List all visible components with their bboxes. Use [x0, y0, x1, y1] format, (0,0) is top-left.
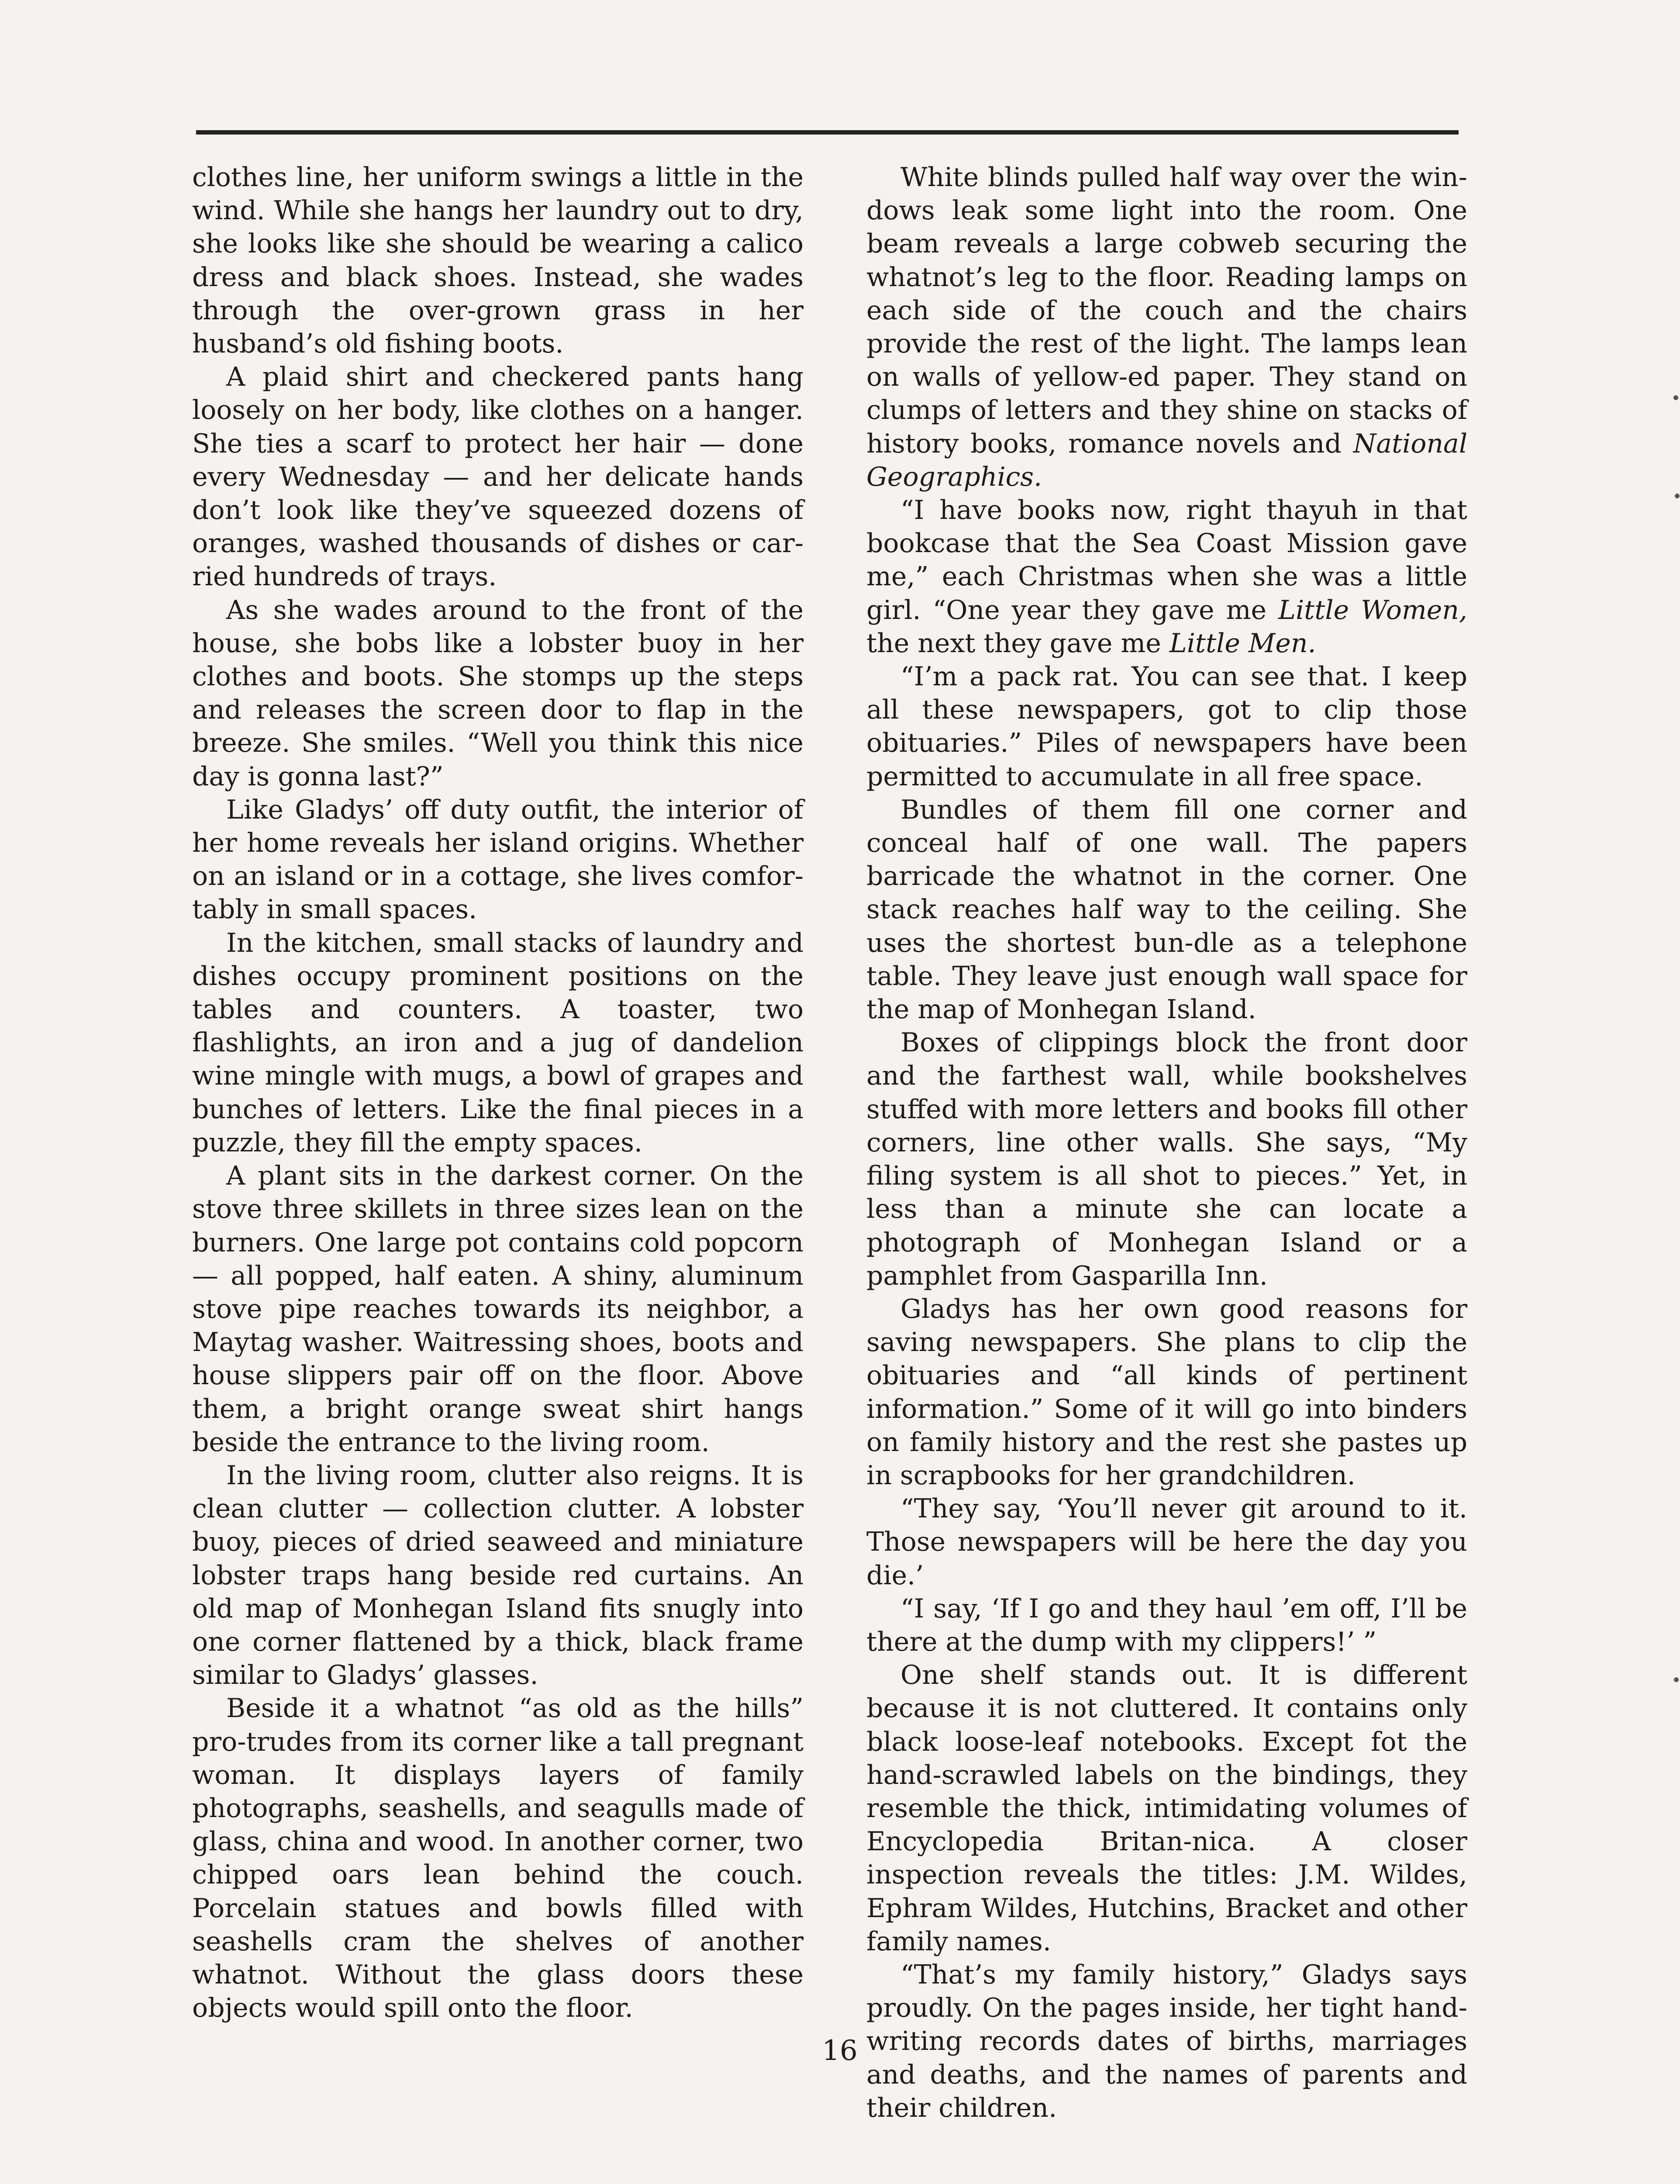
top-rule — [196, 130, 1459, 135]
paragraph: One shelf stands out. It is different because it is not cluttered. It contains only black loose-leaf notebooks. Except fot the hand-scrawled labels on the bindings, they resemble the thick, intimidating volumes of Encyclopedia Britan-nica. A closer inspection reveals the titles: J.M. Wildes, Ephram Wildes, Hutchins, Bracket and other family names. — [866, 1660, 1467, 1957]
paragraph: clothes line, her uniform swings a little in the wind. While she hangs her laundry out to dry, she looks like she should be wearing a calico dress and black shoes. Instead, she wades through the over-grown grass in her husband’s old fishing boots. — [192, 162, 804, 359]
page-number: 16 — [822, 2035, 858, 2067]
paragraph — [866, 161, 1467, 494]
paragraph: A plant sits in the darkest corner. On the stove three skillets in three sizes lean on the burners. One large pot contains cold popcorn — all popped, half eaten. A shiny, aluminum stove pipe reaches towards its neighbor, a Maytag washer. Waitressing shoes, boots and house slippers pair off on the floor. Above them, a bright orange sweat shirt hangs beside the entrance to the living room. — [192, 1161, 804, 1458]
paragraph: In the kitchen, small stacks of laundry and dishes occupy prominent positions on the tables and counters. A toaster, two flashlights, an iron and a jug of dandelion wine mingle with mugs, a bowl of grapes and bunches of letters. Like the final pieces in a puzzle, they fill the empty spaces. — [192, 927, 804, 1158]
left-column — [192, 161, 804, 2025]
italic-title: Little Men. — [1169, 628, 1316, 659]
paragraph: Boxes of clippings block the front door and the farthest wall, while bookshelves stuffed with more letters and books fill other corners, line other walls. She says, “My filing system is all shot to pieces.” Yet, in less than a minute she can locate a photograph of Monhegan Island or a pamphlet from Gasparilla Inn. — [866, 1027, 1467, 1291]
margin-speck — [1673, 395, 1678, 400]
paragraph — [866, 494, 1467, 660]
italic-title: National Geographics. — [866, 428, 1468, 492]
paragraph: Like Gladys’ off duty outfit, the interior of her home reveals her island origins. Whether on an island or in a cottage, she lives comfor-tably in small spaces. — [192, 794, 804, 925]
paragraph: A plaid shirt and checkered pants hang loosely on her body, like clothes on a hanger. She ties a scarf to protect her hair — done every Wednesday — and her delicate hands don’t look like they’ve squeezed dozens of oranges, washed thousands of dishes or car-ried hundreds of trays. — [192, 362, 804, 592]
italic-title: Little Women, — [1278, 594, 1467, 625]
paragraph: “That’s my family history,” Gladys says proudly. On the pages inside, her tight hand-writing records dates of births, marriages and deaths, and the names of parents and their children. — [866, 1959, 1467, 2123]
paragraph: In the living room, clutter also reigns. It is clean clutter — collection clutter. A lobster buoy, pieces of dried seaweed and miniature lobster traps hang beside red curtains. An old map of Monhegan Island fits snugly into one corner flattened by a thick, black frame similar to Gladys’ glasses. — [192, 1460, 804, 1691]
margin-speck — [1674, 1677, 1679, 1682]
paragraph: Beside it a whatnot “as old as the hills” pro-trudes from its corner like a tall pregnant woman. It displays layers of family photographs, seashells, and seagulls made of glass, china and wood. In another corner, two chipped oars lean behind the couch. Porcelain statues and bowls filled with seashells cram the shelves of another whatnot. Without the glass doors these objects would spill onto the floor. — [192, 1693, 804, 2024]
paragraph: Bundles of them fill one corner and conceal half of one wall. The papers barricade the whatnot in the corner. One stack reaches half way to the ceiling. She uses the shortest bun-dle as a telephone table. They leave just enough wall space for the map of Monhegan Island. — [866, 794, 1467, 1025]
margin-speck — [1675, 494, 1680, 498]
paragraph: “I’m a pack rat. You can see that. I keep all these newspapers, got to clip those obituaries.” Piles of newspapers have been permitted to accumulate in all free space. — [866, 661, 1467, 792]
paragraph-text: White blinds pulled half way over the win-dows leak some light into the room. One beam reveals a large cobweb securing the whatnot’s leg to the floor. Reading lamps on each side of the couch and the chairs provide the rest of the light. The lamps lean on walls of yellow-ed paper. They stand on clumps of letters and they shine on stacks of history books, romance novels and — [866, 162, 1467, 459]
paragraph: “They say, ‘You’ll never git around to it. Those newspapers will be here the day you die.’ — [866, 1493, 1467, 1591]
right-column — [866, 161, 1467, 2125]
paragraph-text: “I have books now, right thayuh in that bookcase that the Sea Coast Mission gave me,” each Christmas when she was a little girl. “One year they gave me — [866, 495, 1467, 625]
paragraph: As she wades around to the front of the house, she bobs like a lobster buoy in her clothes and boots. She stomps up the steps and releases the screen door to flap in the breeze. She smiles. “Well you think this nice day is gonna last?” — [192, 594, 804, 792]
paragraph: “I say, ‘If I go and they haul ’em off, I’ll be there at the dump with my clippers!’ ” — [866, 1593, 1467, 1657]
paragraph-text: the next they gave me — [866, 628, 1161, 659]
paragraph: Gladys has her own good reasons for saving newspapers. She plans to clip the obituaries and “all kinds of pertinent information.” Some of it will go into binders on family history and the rest she pastes up in scrapbooks for her grandchildren. — [866, 1293, 1467, 1491]
